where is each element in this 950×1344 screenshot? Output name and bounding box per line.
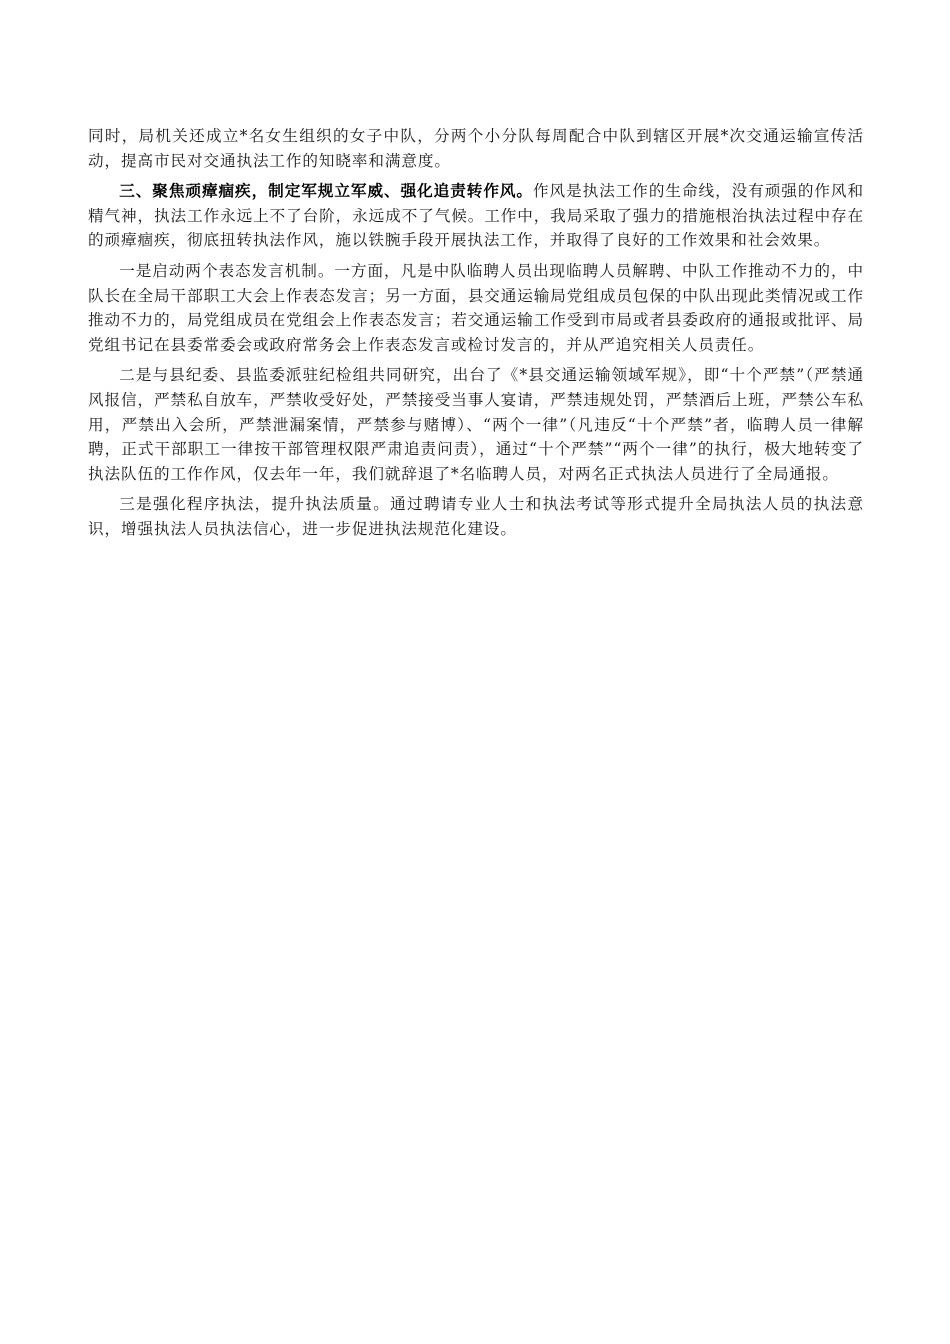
paragraph-continuation (88, 124, 864, 173)
paragraph-text: 一是启动两个表态发言机制。一方面，凡是中队临聘人员出现临聘人员解聘、中队工作推动不力的，中队长在全局干部职工大会上作表态发言；另一方面，县交通运输局党组成员包保的中队出现此类情况或工作推动不力的，局党组成员在党组会上作表态发言；若交通运输工作受到市局或者县委政府的通报或批评、局党组书记在县委常委会或政府常务会上作表态发言或检讨发言的，并从严追究相关人员责任。 (88, 261, 864, 354)
paragraph-point-three (88, 492, 864, 541)
paragraph-section-three (88, 179, 864, 253)
paragraph-point-one (88, 259, 864, 357)
paragraph-text: 作风是执法工作的生命线，没有顽强的作风和精气神，执法工作永远上不了台阶，永远成不了气候。工作中，我局采取了强力的措施根治执法过程中存在的顽瘴痼疾，彻底扭转执法作风，施以铁腕手段开展执法工作，并取得了良好的工作效果和社会效果。 (88, 182, 864, 250)
paragraph-text: 同时，局机关还成立*名女生组织的女子中队，分两个小分队每周配合中队到辖区开展*次交通运输宣传活动，提高市民对交通执法工作的知晓率和满意度。 (88, 127, 864, 170)
section-heading: 三、聚焦顽瘴痼疾，制定军规立军威、强化追责转作风。 (119, 181, 533, 201)
paragraph-text: 二是与县纪委、县监委派驻纪检组共同研究，出台了《*县交通运输领域军规》，即“十个严禁”（严禁通风报信，严禁私自放车，严禁收受好处，严禁接受当事人宴请，严禁违规处罚，严禁酒后上班，严禁公车私用，严禁出入会所，严禁泄漏案情，严禁参与赌博）、“两个一律”（凡违反“十个严禁”者，临聘人员一律解聘，正式干部职工一律按干部管理权限严肃追责问责），通过“十个严禁”“两个一律”的执行，极大地转变了执法队伍的工作作风，仅去年一年，我们就辞退了*名临聘人员，对两名正式执法人员进行了全局通报。 (88, 366, 864, 483)
document-page (88, 124, 864, 548)
paragraph-point-two (88, 363, 864, 486)
paragraph-text: 三是强化程序执法，提升执法质量。通过聘请专业人士和执法考试等形式提升全局执法人员的执法意识，增强执法人员执法信心，进一步促进执法规范化建设。 (88, 495, 864, 538)
